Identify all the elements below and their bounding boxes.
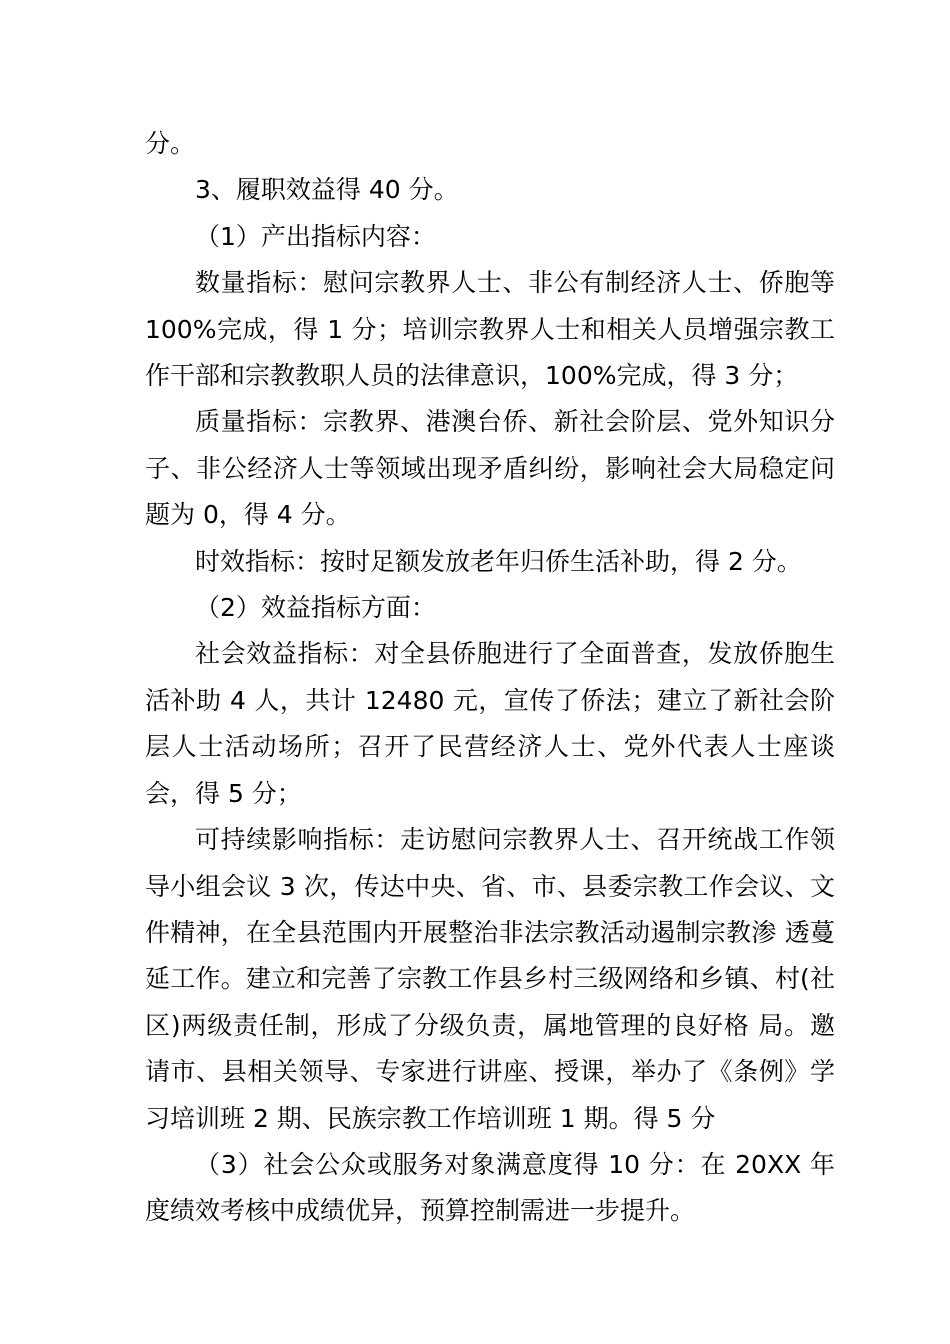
paragraph-quantity-indicator: 数量指标：慰问宗教界人士、非公有制经济人士、侨胞等 100%完成，得 1 分；培训宗教界人士和相关人员增强宗教工作干部和宗教教职人员的法律意识，100%完成，得 3 分； xyxy=(145,268,835,391)
paragraph-continuation: 分。 xyxy=(145,129,196,158)
paragraph-benefit-indicators-heading: （2）效益指标方面： xyxy=(195,593,436,623)
paragraph-sustainable-impact-indicator: 可持续影响指标：走访慰问宗教界人士、召开统战工作领导小组会议 3 次，传达中央、省、市、县委宗教工作会议、文件精神，在全县范围内开展整治非法宗教活动遏制宗教渗 透蔓延工作。建立和完善了宗教工作县乡村三级网络和乡镇、村(社区)两级责任制，形成了分级负责，属地管理的良好格 局。邀请市、县相关领导、专家进行讲座、授课，举办了《条例》学习培训班 2 期、民族宗教工作培训班 1 期。得 5 分 xyxy=(145,825,835,1133)
paragraph-social-benefit-indicator: 社会效益指标：对全县侨胞进行了全面普查，发放侨胞生活补助 4 人，共计 12480 元，宣传了侨法；建立了新社会阶层人士活动场所；召开了民营经济人士、党外代表人士座谈会，得 5 分； xyxy=(145,639,835,808)
paragraph-timeliness-indicator: 时效指标：按时足额发放老年归侨生活补助，得 2 分。 xyxy=(195,546,802,576)
document-body xyxy=(145,121,835,1235)
paragraph-satisfaction: （3）社会公众或服务对象满意度得 10 分：在 20XX 年度绩效考核中成绩优异，预算控制需进一步提升。 xyxy=(145,1149,835,1226)
paragraph-performance-benefit: 3、履职效益得 40 分。 xyxy=(195,175,459,205)
paragraph-output-indicators-heading: （1）产出指标内容： xyxy=(195,221,436,251)
paragraph-quality-indicator: 质量指标：宗教界、港澳台侨、新社会阶层、党外知识分子、非公经济人士等领域出现矛盾纠纷，影响社会大局稳定问题为 0，得 4 分。 xyxy=(145,407,835,530)
